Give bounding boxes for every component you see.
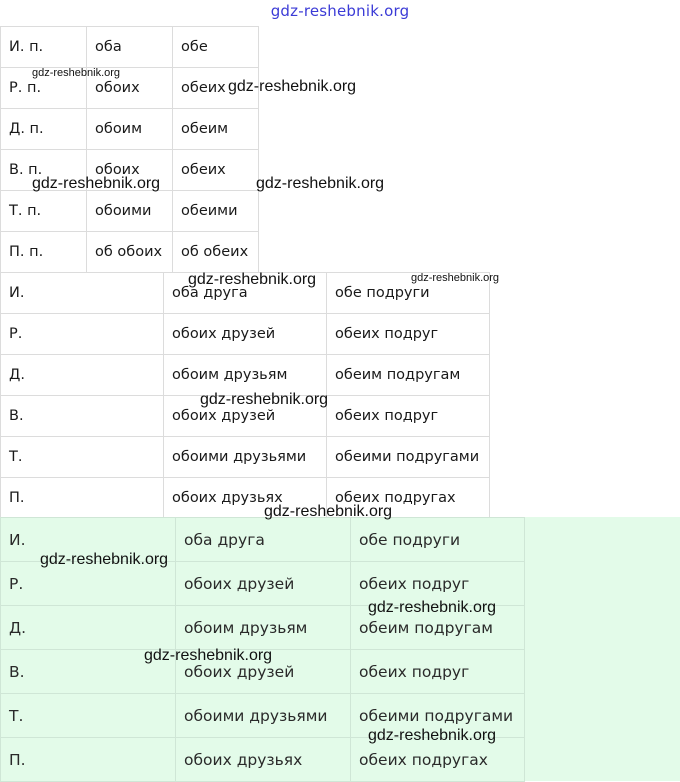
watermark: gdz-reshebnik.org [228, 78, 357, 95]
masculine-form-cell: оба [87, 27, 173, 68]
feminine-form-cell: об обеих [173, 232, 259, 273]
table-row [1, 355, 490, 396]
case-cell: И. [1, 273, 164, 314]
table-row [1, 191, 259, 232]
masculine-phrase-cell: обоих друзей [176, 562, 351, 606]
watermark: gdz-reshebnik.org [188, 271, 317, 288]
case-cell: Р. [1, 314, 164, 355]
masculine-form-cell: обоими [87, 191, 173, 232]
case-cell: И. п. [1, 27, 87, 68]
watermark: gdz-reshebnik.org [40, 551, 169, 568]
case-cell: П. [1, 478, 164, 519]
masculine-phrase-cell: обоих друзьях [164, 478, 327, 519]
feminine-phrase-cell: обе подруги [327, 273, 490, 314]
feminine-phrase-cell: обеих подругах [327, 478, 490, 519]
masculine-form-cell: обоим [87, 109, 173, 150]
feminine-phrase-cell: обеих подруг [327, 396, 490, 437]
masculine-phrase-cell: оба друга [176, 518, 351, 562]
case-cell: В. п. [1, 150, 87, 191]
masculine-phrase-cell: обоих друзьях [176, 738, 351, 782]
case-cell: Р. [1, 562, 176, 606]
case-cell: Т. п. [1, 191, 87, 232]
header-watermark: gdz-reshebnik.org [270, 2, 410, 20]
masculine-phrase-cell: оба друга [164, 273, 327, 314]
feminine-phrase-cell: обеих подруг [351, 562, 525, 606]
table-row [1, 314, 490, 355]
case-cell: Р. п. [1, 68, 87, 109]
masculine-phrase-cell: обоим друзьям [164, 355, 327, 396]
feminine-phrase-cell: обе подруги [351, 518, 525, 562]
feminine-phrase-cell: обеим подругам [351, 606, 525, 650]
declension-table-oba [0, 26, 259, 273]
case-cell: В. [1, 396, 164, 437]
table-row [1, 437, 490, 478]
case-cell: Т. [1, 437, 164, 478]
masculine-phrase-cell: обоих друзей [176, 650, 351, 694]
masculine-phrase-cell: обоими друзьями [164, 437, 327, 478]
masculine-form-cell: обоих [87, 68, 173, 109]
watermark: gdz-reshebnik.org [256, 175, 385, 192]
table-row [1, 27, 259, 68]
masculine-phrase-cell: обоим друзьям [176, 606, 351, 650]
masculine-phrase-cell: обоими друзьями [176, 694, 351, 738]
feminine-phrase-cell: обеих подругах [351, 738, 525, 782]
case-cell: Д. [1, 355, 164, 396]
feminine-form-cell: обеими [173, 191, 259, 232]
feminine-phrase-cell: обеим подругам [327, 355, 490, 396]
case-cell: Т. [1, 694, 176, 738]
masculine-phrase-cell: обоих друзей [164, 396, 327, 437]
case-cell: П. [1, 738, 176, 782]
feminine-form-cell: обеих [173, 68, 259, 109]
watermark: gdz-reshebnik.org [411, 272, 500, 284]
table-row [1, 109, 259, 150]
watermark: gdz-reshebnik.org [200, 391, 329, 408]
masculine-form-cell: обоих [87, 150, 173, 191]
table-row [1, 478, 490, 519]
watermark: gdz-reshebnik.org [144, 647, 273, 664]
feminine-phrase-cell: обеими подругами [351, 694, 525, 738]
watermark: gdz-reshebnik.org [32, 175, 161, 192]
watermark: gdz-reshebnik.org [368, 727, 497, 744]
masculine-form-cell: об обоих [87, 232, 173, 273]
feminine-phrase-cell: обеих подруг [351, 650, 525, 694]
masculine-phrase-cell: обоих друзей [164, 314, 327, 355]
feminine-phrase-cell: обеими подругами [327, 437, 490, 478]
feminine-form-cell: обеим [173, 109, 259, 150]
case-cell: П. п. [1, 232, 87, 273]
watermark: gdz-reshebnik.org [32, 67, 121, 79]
case-cell: В. [1, 650, 176, 694]
case-cell: Д. п. [1, 109, 87, 150]
feminine-form-cell: обеих [173, 150, 259, 191]
case-cell: Д. [1, 606, 176, 650]
case-cell: И. [1, 518, 176, 562]
feminine-phrase-cell: обеих подруг [327, 314, 490, 355]
table-row [1, 232, 259, 273]
watermark: gdz-reshebnik.org [264, 503, 393, 520]
feminine-form-cell: обе [173, 27, 259, 68]
watermark: gdz-reshebnik.org [368, 599, 497, 616]
